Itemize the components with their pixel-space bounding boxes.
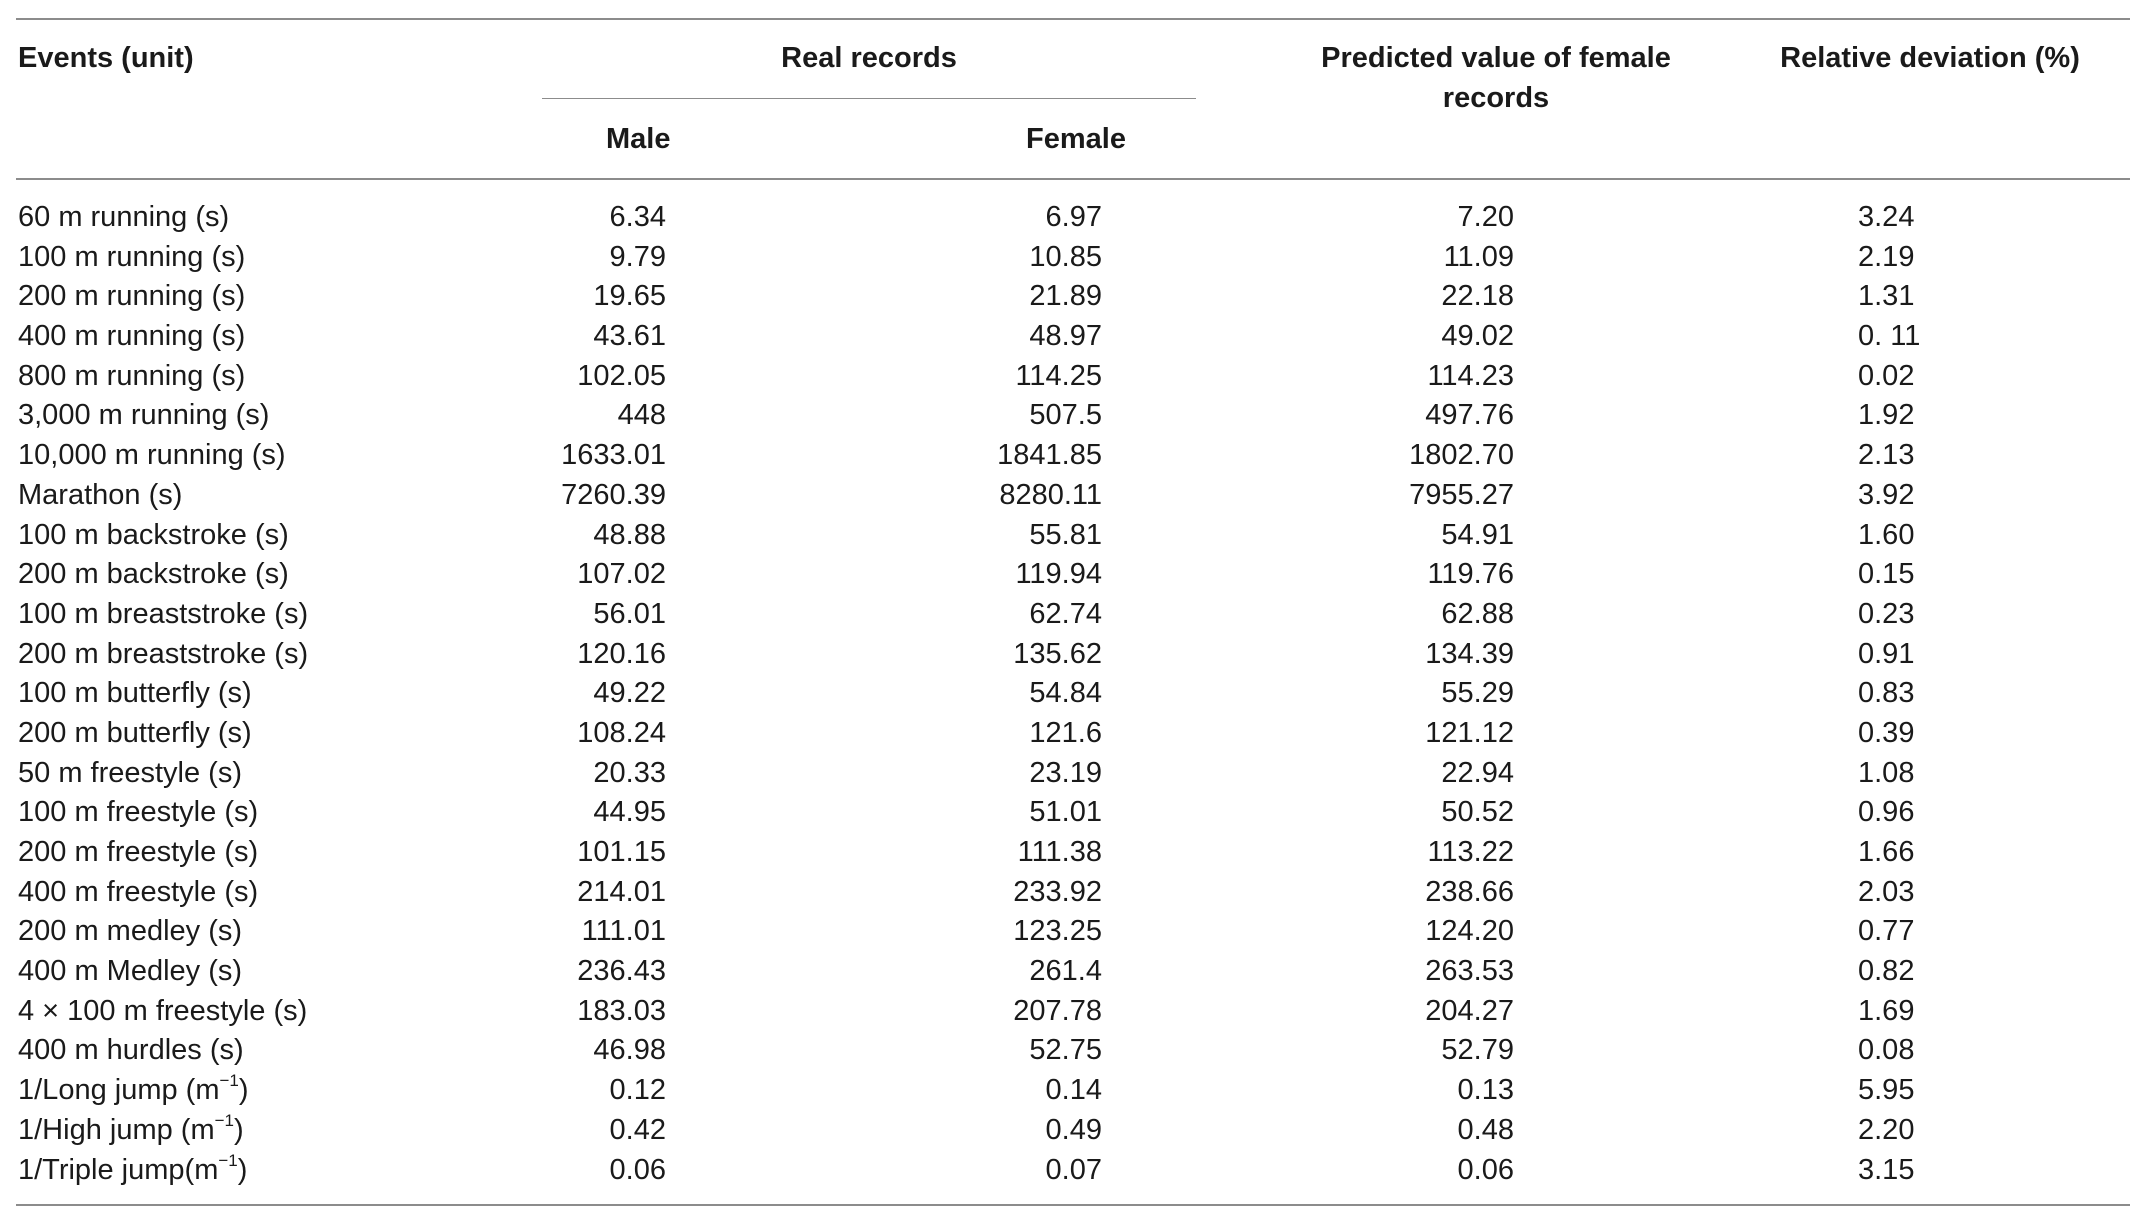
real-records-group-rule	[542, 98, 1196, 99]
predicted-cell: 49.02	[1441, 320, 1514, 353]
table-row	[16, 833, 2130, 873]
deviation-cell: 0.91	[1858, 637, 1915, 670]
table-row	[16, 714, 2130, 754]
deviation-cell: 3.92	[1858, 478, 1915, 511]
female-cell: 233.92	[1013, 875, 1102, 908]
event-cell	[18, 992, 307, 1032]
predicted-cell: 0.06	[1457, 1153, 1514, 1186]
male-cell: 0.12	[609, 1074, 666, 1107]
unit-exponent: −1	[214, 1111, 235, 1131]
male-cell: 214.01	[577, 875, 666, 908]
predicted-cell: 121.12	[1425, 716, 1514, 749]
female-cell: 207.78	[1013, 994, 1102, 1027]
event-cell	[18, 793, 258, 833]
table-row	[16, 277, 2130, 317]
predicted-cell: 0.13	[1457, 1074, 1514, 1107]
female-cell: 54.84	[1029, 677, 1102, 710]
event-cell	[18, 833, 258, 873]
deviation-cell: 0.02	[1858, 359, 1915, 392]
event-cell	[18, 754, 242, 794]
event-label: 200 m medley (s)	[18, 915, 243, 948]
table-row	[16, 1151, 2130, 1191]
header-predicted: Predicted value of female records	[1321, 42, 1671, 114]
female-cell: 8280.11	[999, 478, 1102, 511]
male-cell: 0.42	[609, 1113, 666, 1146]
deviation-cell: 5.95	[1858, 1074, 1915, 1107]
table-body	[16, 198, 2130, 1190]
event-cell	[18, 516, 289, 556]
predicted-cell: 7955.27	[1409, 478, 1514, 511]
event-label: 10,000 m running (s)	[18, 439, 286, 472]
male-cell: 107.02	[577, 558, 666, 591]
event-cell	[18, 1111, 244, 1151]
header-female: Female	[1026, 123, 1126, 155]
header-deviation: Relative deviation (%)	[1780, 42, 2080, 74]
table-row	[16, 754, 2130, 794]
table-row	[16, 238, 2130, 278]
female-cell: 21.89	[1029, 280, 1102, 313]
deviation-cell: 2.20	[1858, 1113, 1915, 1146]
event-cell	[18, 714, 252, 754]
event-cell	[18, 1151, 247, 1191]
male-cell: 0.06	[609, 1153, 666, 1186]
deviation-cell: 0.96	[1858, 796, 1915, 829]
event-label: 400 m Medley (s)	[18, 955, 243, 988]
female-cell: 261.4	[1029, 955, 1102, 988]
event-label: Marathon (s)	[18, 478, 183, 511]
female-cell: 55.81	[1029, 518, 1102, 551]
predicted-cell: 52.79	[1441, 1034, 1514, 1067]
deviation-cell: 0.82	[1858, 955, 1915, 988]
event-label: 100 m butterfly (s)	[18, 677, 252, 710]
event-label: 200 m breaststroke (s)	[18, 637, 309, 670]
event-label: 200 m running (s)	[18, 280, 246, 313]
predicted-cell: 22.18	[1441, 280, 1514, 313]
male-cell: 48.88	[593, 518, 666, 551]
event-cell	[18, 198, 229, 238]
predicted-cell: 134.39	[1425, 637, 1514, 670]
female-cell: 6.97	[1045, 201, 1102, 233]
event-label: 200 m freestyle (s)	[18, 836, 259, 868]
table-row	[16, 1111, 2130, 1151]
predicted-cell: 0.48	[1457, 1113, 1514, 1146]
predicted-cell: 54.91	[1441, 518, 1514, 551]
female-cell: 135.62	[1013, 637, 1102, 670]
deviation-cell: 1.69	[1858, 994, 1915, 1027]
event-label: 100 m backstroke (s)	[18, 518, 289, 551]
male-cell: 20.33	[593, 756, 666, 789]
event-label: 60 m running (s)	[18, 201, 230, 233]
female-cell: 10.85	[1029, 240, 1102, 273]
predicted-cell: 50.52	[1441, 796, 1514, 829]
table-row	[16, 635, 2130, 675]
predicted-cell: 263.53	[1425, 955, 1514, 988]
predicted-cell: 1802.70	[1409, 439, 1514, 472]
predicted-cell: 238.66	[1425, 875, 1514, 908]
unit-exponent: −1	[218, 1150, 238, 1170]
event-cell	[18, 1031, 244, 1071]
event-label-suffix: )	[234, 1113, 244, 1146]
table-row	[16, 476, 2130, 516]
male-cell: 44.95	[593, 796, 666, 829]
female-cell: 121.6	[1029, 716, 1102, 749]
female-cell: 51.01	[1029, 796, 1102, 829]
male-cell: 111.01	[581, 915, 666, 948]
event-label: 4 × 100 m freestyle (s)	[18, 994, 308, 1027]
event-cell	[18, 476, 182, 516]
female-cell: 23.19	[1029, 756, 1102, 789]
event-label: 3,000 m running (s)	[18, 399, 270, 432]
event-cell	[18, 317, 245, 357]
event-cell	[18, 555, 289, 595]
deviation-cell: 2.13	[1858, 439, 1915, 472]
deviation-cell: 0.23	[1858, 597, 1915, 630]
table-row	[16, 516, 2130, 556]
male-cell: 6.34	[609, 201, 666, 233]
event-cell	[18, 674, 252, 714]
event-cell	[18, 1071, 249, 1111]
deviation-cell: 0. 11	[1858, 320, 1921, 353]
event-cell	[18, 595, 308, 635]
event-cell	[18, 357, 245, 397]
male-cell: 7260.39	[561, 478, 666, 511]
deviation-cell: 1.08	[1858, 756, 1915, 789]
event-cell	[18, 912, 242, 952]
event-label: 200 m backstroke (s)	[18, 558, 289, 591]
table-row	[16, 198, 2130, 238]
female-cell: 52.75	[1029, 1034, 1102, 1067]
deviation-cell: 1.92	[1858, 399, 1915, 432]
deviation-cell: 1.60	[1858, 518, 1915, 551]
deviation-cell: 1.66	[1858, 836, 1915, 868]
male-cell: 448	[617, 399, 666, 432]
table-header-rule	[16, 178, 2130, 180]
table-row	[16, 1031, 2130, 1071]
female-cell: 119.94	[1015, 558, 1102, 591]
male-cell: 236.43	[577, 955, 666, 988]
event-label: 100 m breaststroke (s)	[18, 597, 309, 630]
deviation-cell: 0.15	[1858, 558, 1915, 591]
predicted-cell: 113.22	[1427, 836, 1514, 868]
event-cell	[18, 238, 245, 278]
event-label: 400 m running (s)	[18, 320, 246, 353]
deviation-cell: 0.08	[1858, 1034, 1915, 1067]
event-label: 1/High jump (m	[18, 1113, 215, 1146]
table-row	[16, 595, 2130, 635]
deviation-cell: 0.39	[1858, 716, 1915, 749]
female-cell: 0.14	[1045, 1074, 1102, 1107]
event-label: 50 m freestyle (s)	[18, 756, 242, 789]
table-row	[16, 912, 2130, 952]
predicted-cell: 124.20	[1425, 915, 1514, 948]
deviation-cell: 3.15	[1858, 1153, 1915, 1186]
predicted-cell: 62.88	[1441, 597, 1514, 630]
event-label: 800 m running (s)	[18, 359, 246, 392]
table-row	[16, 396, 2130, 436]
event-label: 400 m freestyle (s)	[18, 875, 259, 908]
predicted-cell: 55.29	[1441, 677, 1514, 710]
table-row	[16, 952, 2130, 992]
event-cell	[18, 436, 286, 476]
deviation-cell: 0.77	[1858, 915, 1915, 948]
event-label: 1/Triple jump(m	[18, 1153, 219, 1186]
female-cell: 123.25	[1013, 915, 1102, 948]
male-cell: 108.24	[577, 716, 666, 749]
table-row	[16, 793, 2130, 833]
table-row	[16, 992, 2130, 1032]
deviation-cell: 0.83	[1858, 677, 1915, 710]
event-label: 200 m butterfly (s)	[18, 716, 252, 749]
male-cell: 19.65	[593, 280, 666, 313]
table-bottom-rule	[16, 1204, 2130, 1206]
male-cell: 102.05	[577, 359, 666, 392]
male-cell: 101.15	[577, 836, 666, 868]
table-row	[16, 555, 2130, 595]
female-cell: 62.74	[1029, 597, 1102, 630]
event-cell	[18, 635, 308, 675]
table-top-rule	[16, 18, 2130, 20]
event-cell	[18, 277, 245, 317]
predicted-cell: 114.23	[1427, 359, 1514, 392]
event-label: 1/Long jump (m	[18, 1074, 220, 1107]
event-label: 100 m running (s)	[18, 240, 246, 273]
female-cell: 114.25	[1015, 359, 1102, 392]
female-cell: 0.07	[1045, 1153, 1102, 1186]
male-cell: 46.98	[593, 1034, 666, 1067]
table-row	[16, 357, 2130, 397]
event-cell	[18, 396, 269, 436]
female-cell: 48.97	[1029, 320, 1102, 353]
event-label-suffix: )	[237, 1153, 248, 1186]
predicted-cell: 11.09	[1443, 240, 1514, 273]
event-label: 100 m freestyle (s)	[18, 796, 259, 829]
event-label-suffix: )	[238, 1074, 249, 1107]
male-cell: 120.16	[577, 637, 666, 670]
table-row	[16, 873, 2130, 913]
event-cell	[18, 873, 258, 913]
deviation-cell: 2.19	[1858, 240, 1915, 273]
header-male: Male	[606, 123, 671, 155]
header-real-records: Real records	[781, 42, 957, 74]
female-cell: 0.49	[1045, 1113, 1102, 1146]
male-cell: 49.22	[593, 677, 666, 710]
male-cell: 43.61	[593, 320, 666, 353]
table-row	[16, 436, 2130, 476]
deviation-cell: 2.03	[1858, 875, 1915, 908]
predicted-cell: 7.20	[1457, 201, 1514, 233]
table-row	[16, 674, 2130, 714]
event-cell	[18, 952, 242, 992]
event-label: 400 m hurdles (s)	[18, 1034, 244, 1067]
table-row	[16, 1071, 2130, 1111]
predicted-cell: 22.94	[1441, 756, 1514, 789]
predicted-cell: 119.76	[1427, 558, 1514, 591]
deviation-cell: 3.24	[1858, 201, 1915, 233]
unit-exponent: −1	[219, 1071, 239, 1091]
predicted-cell: 497.76	[1425, 399, 1514, 432]
female-cell: 1841.85	[997, 439, 1102, 472]
predicted-cell: 204.27	[1425, 994, 1514, 1027]
header-events: Events (unit)	[18, 42, 194, 74]
male-cell: 183.03	[577, 994, 666, 1027]
male-cell: 9.79	[609, 240, 666, 273]
deviation-cell: 1.31	[1858, 280, 1915, 313]
female-cell: 507.5	[1029, 399, 1102, 432]
female-cell: 111.38	[1017, 836, 1102, 868]
male-cell: 56.01	[593, 597, 666, 630]
male-cell: 1633.01	[561, 439, 666, 472]
table-row	[16, 317, 2130, 357]
